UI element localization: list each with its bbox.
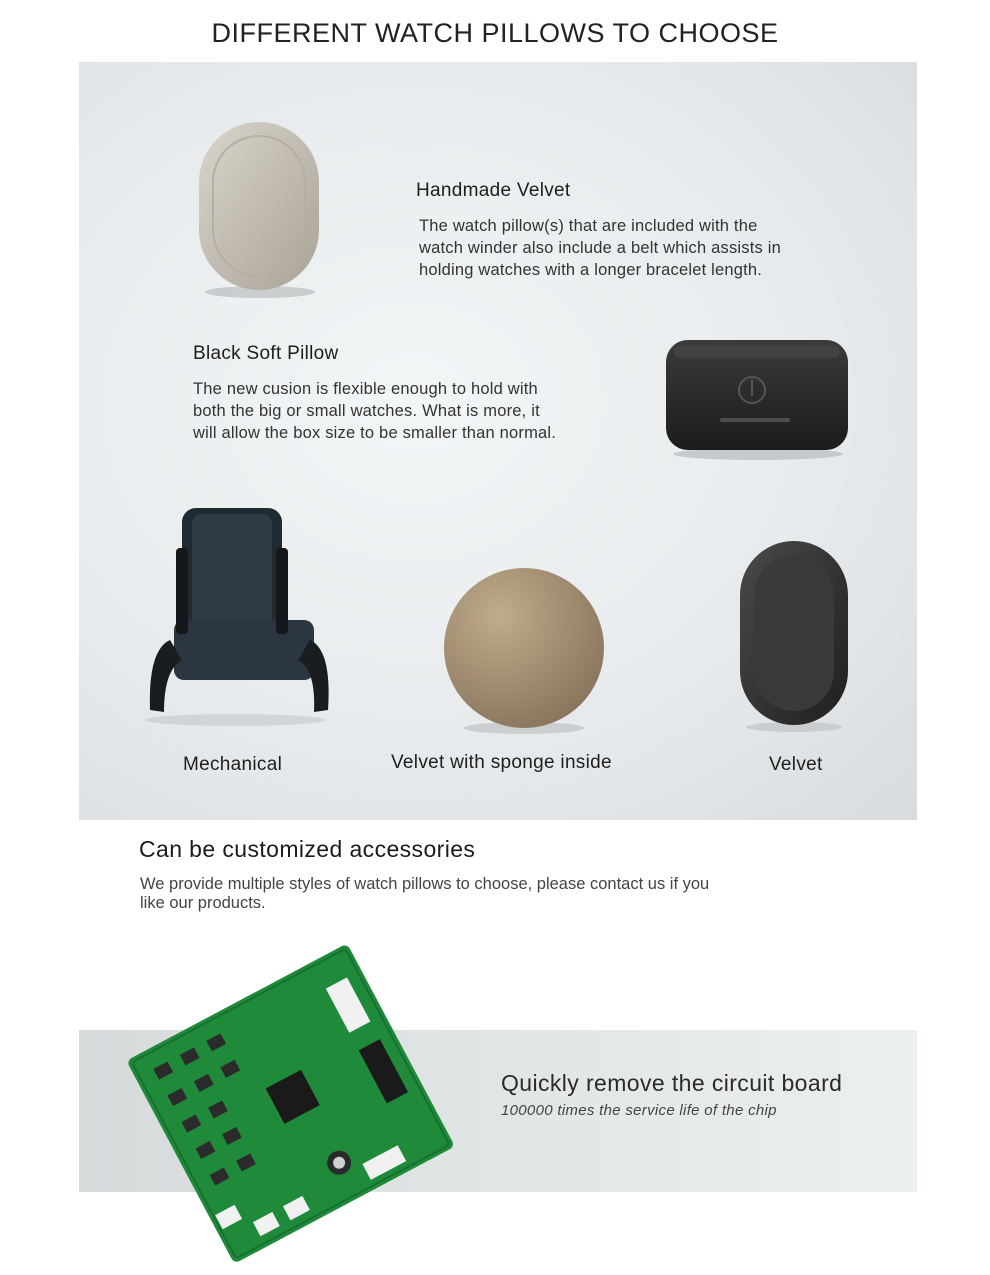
black-soft-pillow-image [660,330,855,465]
description-line: We provide multiple styles of watch pillows to choose, please contact us if you [140,875,710,893]
custom-accessories-title: Can be customized accessories [139,836,476,862]
circuit-board-title: Quickly remove the circuit board [501,1070,843,1096]
handmade-velvet-description [419,215,849,281]
circuit-board-subtitle: 100000 times the service life of the chip [501,1102,777,1119]
velvet-pillow-image [732,535,857,735]
handmade-velvet-heading: Handmade Velvet [416,180,571,201]
custom-accessories-description [140,875,840,913]
circuit-board-image [128,938,458,1273]
black-soft-pillow-description [193,378,623,444]
description-line: like our products. [140,894,266,912]
description-line: both the big or small watches. What is more, it [193,402,540,420]
description-line: will allow the box size to be smaller than normal. [193,424,557,442]
description-line: holding watches with a longer bracelet length. [419,261,763,279]
description-line: The new cusion is flexible enough to hold with [193,380,538,398]
description-line: The watch pillow(s) that are included with the [419,217,758,235]
description-line: watch winder also include a belt which assists in [419,239,781,257]
velvet-caption: Velvet [769,754,823,775]
mechanical-caption: Mechanical [183,754,283,775]
mechanical-pillow-image [130,500,340,730]
black-soft-pillow-heading: Black Soft Pillow [193,343,339,364]
sponge-ball-pillow-image [440,560,610,740]
handmade-velvet-pillow-image [185,112,335,312]
sponge-caption: Velvet with sponge inside [391,752,612,773]
page-title: DIFFERENT WATCH PILLOWS TO CHOOSE [211,18,779,48]
